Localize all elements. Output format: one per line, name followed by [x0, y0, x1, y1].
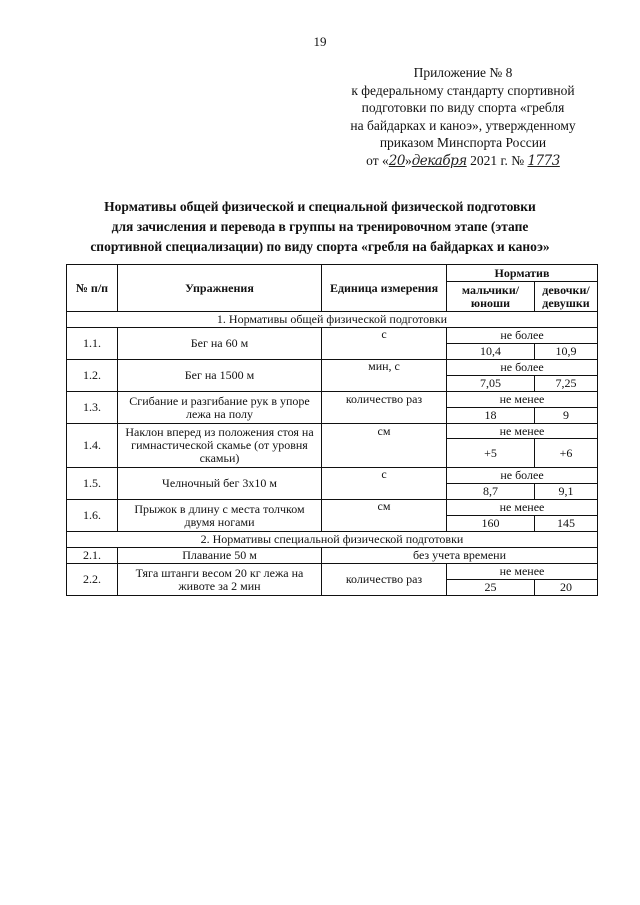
- table-row: [67, 424, 598, 439]
- row-condition: не менее: [447, 424, 598, 439]
- table-row: [67, 328, 598, 344]
- table-row: [67, 500, 598, 516]
- row-num: 1.3.: [67, 392, 118, 424]
- row-girls: 7,25: [535, 376, 598, 392]
- row-boys: 18: [447, 408, 535, 424]
- header-exercise: Упражнения: [118, 265, 322, 312]
- row-unit: см: [322, 500, 447, 532]
- row-unit: количество раз: [322, 564, 447, 596]
- header-girls: девочки/ девушки: [535, 282, 598, 312]
- row-boys: 25: [447, 580, 535, 596]
- section-row: [67, 312, 598, 328]
- row-exercise: Тяга штанги весом 20 кг лежа на животе за 2 мин: [118, 564, 322, 596]
- header-unit: Единица измерения: [322, 265, 447, 312]
- section-title: 2. Нормативы специальной физической подготовки: [67, 532, 598, 548]
- row-unit: см: [322, 424, 447, 468]
- page-number: 19: [313, 34, 327, 49]
- table-row: [67, 564, 598, 580]
- row-exercise: Наклон вперед из положения стоя на гимнастической скамье (от уровня скамьи): [118, 424, 322, 468]
- row-exercise: Бег на 1500 м: [118, 360, 322, 392]
- date-month: декабря: [411, 152, 467, 169]
- section-title: 1. Нормативы общей физической подготовки: [67, 312, 598, 328]
- row-boys: 10,4: [447, 344, 535, 360]
- row-value: без учета времени: [322, 548, 598, 564]
- date-mid: »: [404, 152, 412, 168]
- row-condition: не менее: [447, 564, 598, 580]
- row-exercise: Сгибание и разгибание рук в упоре лежа на полу: [118, 392, 322, 424]
- row-condition: не менее: [447, 500, 598, 516]
- norms-table: [66, 264, 598, 596]
- row-boys: 7,05: [447, 376, 535, 392]
- appendix-number: Приложение № 8: [413, 65, 513, 80]
- row-num: 1.1.: [67, 328, 118, 360]
- table-row: [67, 468, 598, 484]
- document-title: [40, 197, 600, 257]
- row-unit: с: [322, 468, 447, 500]
- table-row: [67, 392, 598, 408]
- table-header-row: [67, 265, 598, 282]
- row-exercise: Бег на 60 м: [118, 328, 322, 360]
- row-unit: мин, с: [322, 360, 447, 392]
- title-line: спортивной специализации) по виду спорта «гребля на байдарках и каноэ»: [90, 239, 550, 254]
- row-num: 2.1.: [67, 548, 118, 564]
- row-condition: не более: [447, 468, 598, 484]
- appendix-line: на байдарках и каноэ», утвержденному: [350, 117, 576, 133]
- row-num: 1.6.: [67, 500, 118, 532]
- row-boys: 8,7: [447, 484, 535, 500]
- row-exercise: Прыжок в длину с места толчком двумя ногами: [118, 500, 322, 532]
- appendix-header: [328, 64, 598, 170]
- row-num: 1.2.: [67, 360, 118, 392]
- row-num: 1.5.: [67, 468, 118, 500]
- order-number: 1773: [527, 152, 560, 169]
- row-unit: количество раз: [322, 392, 447, 424]
- row-num: 2.2.: [67, 564, 118, 596]
- row-condition: не более: [447, 328, 598, 344]
- date-prefix: от «: [366, 152, 389, 168]
- title-line: Нормативы общей физической и специальной физической подготовки: [104, 199, 536, 214]
- title-line: для зачисления и перевода в группы на тренировочном этапе (этапе: [111, 219, 529, 234]
- appendix-line: приказом Минспорта России: [379, 135, 547, 150]
- row-condition: не более: [447, 360, 598, 376]
- header-norm: Норматив: [447, 265, 598, 282]
- row-condition: не менее: [447, 392, 598, 408]
- section-row: [67, 532, 598, 548]
- row-girls: 9: [535, 408, 598, 424]
- row-girls: 20: [535, 580, 598, 596]
- header-boys: мальчики/ юноши: [447, 282, 535, 312]
- row-num: 1.4.: [67, 424, 118, 468]
- row-exercise: Челночный бег 3х10 м: [118, 468, 322, 500]
- row-exercise: Плавание 50 м: [118, 548, 322, 564]
- order-date-line: [328, 152, 598, 171]
- row-unit: с: [322, 328, 447, 360]
- row-boys: 160: [447, 516, 535, 532]
- appendix-line: к федеральному стандарту спортивной: [351, 82, 575, 98]
- appendix-line: подготовки по виду спорта «гребля: [361, 100, 565, 115]
- table-row: [67, 360, 598, 376]
- date-year: 2021 г. №: [470, 152, 525, 168]
- table-row: [67, 548, 598, 564]
- header-num: № п/п: [67, 265, 118, 312]
- date-day: 20: [388, 152, 405, 169]
- row-boys: +5: [447, 439, 535, 468]
- row-girls: 10,9: [535, 344, 598, 360]
- row-girls: 145: [535, 516, 598, 532]
- row-girls: +6: [535, 439, 598, 468]
- row-girls: 9,1: [535, 484, 598, 500]
